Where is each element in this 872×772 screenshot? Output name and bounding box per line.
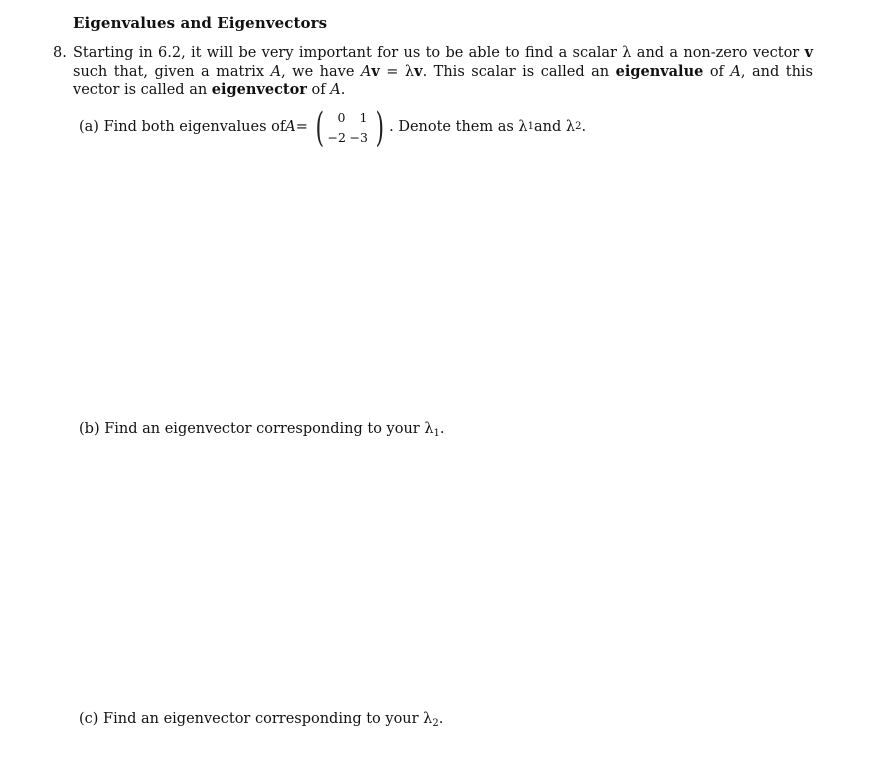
problem-statement [73,44,813,100]
part-a-after: . Denote them as λ [389,119,528,135]
part-b-label: (b) Find an eigenvector corresponding to your λ [79,421,434,437]
equation-rhs-v: v [414,62,423,80]
equation-eq: = λ [379,63,415,80]
matrix-var: A [730,63,741,80]
subscript: 2 [575,121,582,132]
problem-8 [53,44,813,100]
statement-text: . This scalar is called an [422,63,616,80]
statement-text: of [306,82,331,98]
equation-lhs-v: v [371,62,380,80]
matrix-A [312,105,387,151]
matrix-entry: 0 [337,110,346,125]
equation-lhs-A: A [360,63,372,80]
statement-text: , we have [281,63,361,80]
section-title: Eigenvalues and Eigenvectors [73,14,328,32]
subscript: 1 [433,428,440,439]
part-a-and: and λ [534,119,576,135]
matrix-var: A [285,119,296,135]
subscript: 1 [527,121,534,132]
part-c-end: . [438,711,444,727]
matrix-entry: −2 [327,130,346,145]
vector-v: v [804,44,813,61]
matrix-var: A [330,82,341,98]
part-a-end: . [581,119,587,135]
left-paren: ( [315,105,324,151]
equals-sign: = [295,119,308,135]
matrix-entry: −3 [349,130,368,145]
right-paren: ) [375,105,384,151]
part-c [79,710,443,733]
part-b-end: . [439,421,445,437]
matrix-entries [328,108,372,148]
statement-text: of [703,63,731,80]
statement-text: , and this vector is called an [73,63,813,98]
term-eigenvalue: eigenvalue [615,62,704,80]
part-a-label: (a) Find both eigenvalues of [79,119,286,135]
statement-text: . [340,82,346,98]
matrix-entry: 1 [359,110,368,125]
subscript: 2 [432,718,439,729]
problem-number: 8. [53,45,67,61]
term-eigenvector: eigenvector [211,81,307,98]
part-b [79,420,445,443]
statement-text: such that, given a matrix [73,63,271,80]
matrix-var: A [270,63,282,80]
part-c-label: (c) Find an eigenvector corresponding to your λ [79,711,433,727]
part-a [79,104,586,150]
statement-text: Starting in 6.2, it will be very important for us to be able to find a scalar λ and a non-zero vector [73,45,805,61]
